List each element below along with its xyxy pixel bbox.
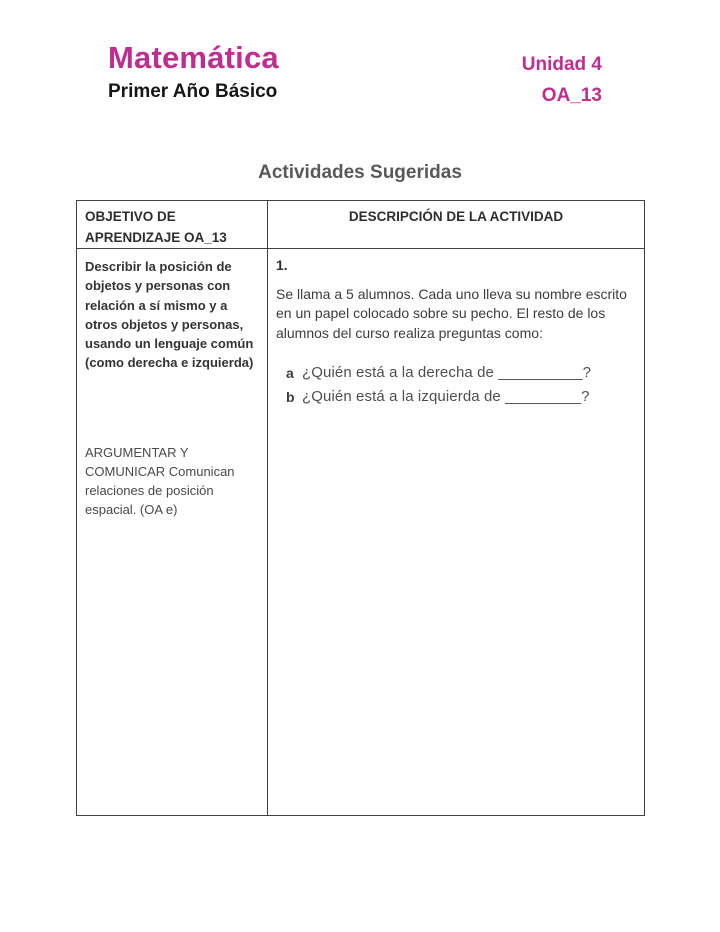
skill-objective-text: ARGUMENTAR Y COMUNICAR Comunican relaciones de posición espacial. (OA e) — [85, 444, 235, 517]
header-left — [108, 40, 279, 103]
activity-description: Se llama a 5 alumnos. Cada uno lleva su nombre escrito en un papel colocado sobre su pecho. El resto de los alumnos del curso realiza preguntas como: — [276, 286, 627, 341]
grade-title: Primer Año Básico — [108, 80, 278, 102]
question-b-label: b — [286, 388, 295, 405]
unit-label: Unidad 4 — [521, 54, 602, 75]
question-b-text: ¿Quién está a la izquierda de _________? — [302, 387, 590, 405]
activity-cell — [268, 249, 644, 815]
section-title: Actividades Sugeridas — [258, 162, 462, 183]
table-header-objective-cell — [77, 201, 268, 249]
table-header-activity-cell — [268, 201, 644, 249]
activity-column-header: DESCRIPCIÓN DE LA ACTIVIDAD — [348, 209, 564, 224]
page-header — [108, 40, 602, 108]
learning-objective-text: Describir la posición de objetos y personas con relación a sí mismo y a otros objetos y personas, usando un lenguaje común (como derecha e izquierda) — [85, 259, 254, 371]
header-right — [522, 40, 602, 108]
activity-number: 1. — [276, 257, 288, 273]
question-a-label: a — [286, 364, 294, 381]
question-row-b — [286, 385, 636, 409]
activity-table — [76, 200, 645, 816]
question-list — [286, 361, 636, 409]
objective-cell — [77, 249, 268, 815]
question-row-a — [286, 361, 636, 385]
objective-column-header: OBJETIVO DE APRENDIZAJE OA_13 — [85, 209, 227, 245]
subject-title: Matemática — [108, 40, 279, 75]
oa-code-label: OA_13 — [541, 84, 602, 106]
question-a-text: ¿Quién está a la derecha de __________? — [302, 363, 592, 381]
